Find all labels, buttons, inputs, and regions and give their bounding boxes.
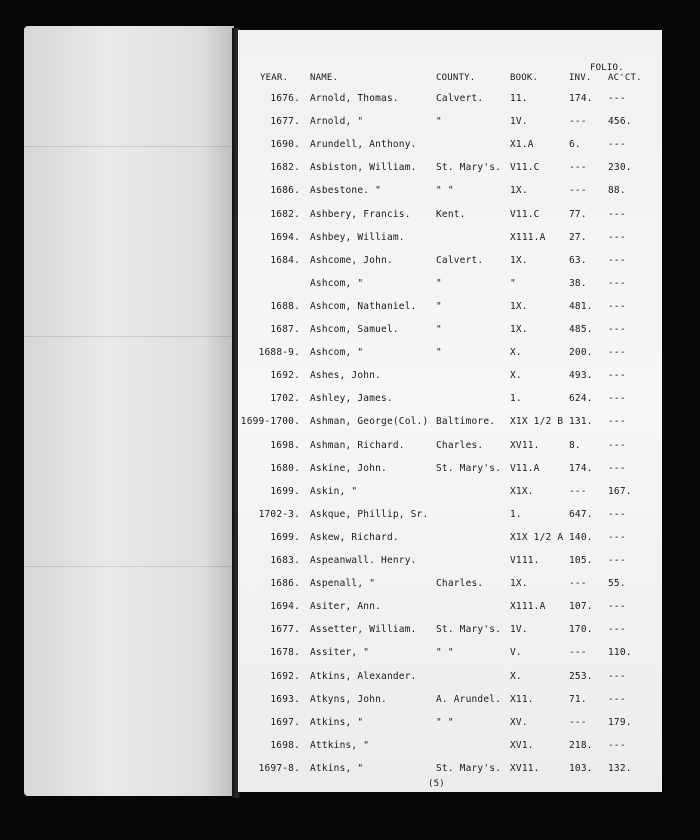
cell-name: Arundell, Anthony. — [310, 139, 417, 151]
cell-year: 1693. — [270, 693, 300, 705]
cell-book: X. — [510, 347, 522, 359]
cell-name: Arnold, Thomas. — [310, 93, 399, 104]
table-row — [238, 578, 662, 596]
page-smudge — [24, 566, 234, 567]
cell-acct: 167. — [608, 485, 632, 497]
table-row — [238, 255, 662, 273]
cell-year: 1699-1700. — [240, 416, 300, 428]
cell-book: XV. — [510, 716, 528, 728]
cell-year: 1694. — [270, 231, 300, 243]
table-row — [238, 162, 662, 180]
cell-acct: 179. — [608, 716, 632, 728]
cell-county: Calvert. — [436, 254, 484, 266]
cell-book: V111. — [510, 555, 540, 566]
ledger-page — [238, 30, 662, 792]
cell-name: Ashcom, " — [310, 277, 364, 289]
cell-county: " — [436, 300, 442, 312]
cell-name: Askin, " — [310, 485, 358, 497]
cell-name: Ashcome, John. — [310, 254, 393, 266]
cell-year: 1686. — [270, 185, 300, 197]
cell-county: Kent. — [436, 208, 466, 220]
cell-inv: 103. — [569, 762, 593, 774]
cell-inv: 105. — [569, 555, 593, 566]
cell-acct: 110. — [608, 647, 632, 659]
cell-book: 1V. — [510, 116, 528, 128]
cell-name: Asbestone. " — [310, 185, 382, 197]
cell-year: 1682. — [270, 208, 300, 220]
cell-acct: --- — [608, 601, 626, 613]
table-row — [238, 624, 662, 642]
cell-name: Atkyns, John. — [310, 693, 387, 705]
left-page-blank — [24, 26, 234, 796]
table-row — [238, 209, 662, 227]
cell-inv: 27. — [569, 231, 587, 243]
table-row — [238, 116, 662, 134]
cell-inv: 63. — [569, 254, 587, 266]
cell-year: 1677. — [270, 116, 300, 128]
cell-year: 1688. — [270, 300, 300, 312]
cell-book: 1X. — [510, 300, 528, 312]
table-row — [238, 393, 662, 411]
cell-inv: 140. — [569, 531, 593, 543]
cell-book: X111.A — [510, 601, 546, 613]
cell-inv: --- — [569, 485, 587, 497]
table-row — [238, 555, 662, 573]
cell-acct: --- — [608, 93, 626, 104]
cell-year: 1688-9. — [258, 347, 300, 359]
table-row — [238, 301, 662, 319]
cell-inv: 6. — [569, 139, 581, 151]
cell-book: XV1. — [510, 739, 534, 751]
header-name: NAME. — [310, 73, 339, 83]
cell-year: 1698. — [270, 439, 300, 451]
cell-name: Assiter, " — [310, 647, 370, 659]
cell-acct: --- — [608, 531, 626, 543]
header-book: BOOK. — [510, 73, 539, 83]
cell-name: Arnold, " — [310, 116, 364, 128]
cell-acct: --- — [608, 370, 626, 382]
cell-inv: 8. — [569, 439, 581, 451]
cell-acct: --- — [608, 508, 626, 520]
cell-inv: 131. — [569, 416, 593, 428]
cell-county: Calvert. — [436, 93, 484, 104]
cell-book: V. — [510, 647, 522, 659]
cell-acct: --- — [608, 462, 626, 474]
table-row — [238, 694, 662, 712]
cell-inv: 647. — [569, 508, 593, 520]
cell-inv: 253. — [569, 670, 593, 682]
cell-inv: 38. — [569, 277, 587, 289]
cell-county: Baltimore. — [436, 416, 496, 428]
cell-book: XV11. — [510, 762, 540, 774]
cell-year: 1697-8. — [258, 762, 300, 774]
cell-name: Ashley, James. — [310, 393, 393, 405]
cell-name: Attkins, " — [310, 739, 370, 751]
cell-year: 1692. — [270, 670, 300, 682]
page-smudge — [24, 146, 234, 147]
cell-inv: --- — [569, 716, 587, 728]
cell-year: 1702-3. — [258, 508, 300, 520]
cell-inv: 493. — [569, 370, 593, 382]
cell-county: " — [436, 347, 442, 359]
cell-acct: --- — [608, 139, 626, 151]
cell-acct: --- — [608, 254, 626, 266]
cell-year: 1686. — [270, 578, 300, 590]
table-row — [238, 278, 662, 296]
cell-book: X1X 1/2 B — [510, 416, 564, 428]
cell-acct: --- — [608, 693, 626, 705]
cell-inv: --- — [569, 578, 587, 590]
cell-acct: --- — [608, 208, 626, 220]
cell-acct: --- — [608, 300, 626, 312]
table-row — [238, 370, 662, 388]
cell-acct: --- — [608, 393, 626, 405]
page-number: (5) — [428, 779, 445, 789]
cell-book: V11.C — [510, 162, 540, 174]
cell-acct: --- — [608, 739, 626, 751]
cell-acct: --- — [608, 347, 626, 359]
cell-inv: 174. — [569, 93, 593, 104]
cell-book: 11. — [510, 93, 528, 104]
cell-book: 1X. — [510, 185, 528, 197]
cell-year: 1684. — [270, 254, 300, 266]
page-smudge — [24, 336, 234, 337]
cell-book: XV11. — [510, 439, 540, 451]
header-county: COUNTY. — [436, 73, 476, 83]
cell-year: 1699. — [270, 485, 300, 497]
cell-book: 1V. — [510, 624, 528, 636]
cell-name: Ashman, George(Col.) — [310, 416, 429, 428]
cell-inv: 71. — [569, 693, 587, 705]
cell-year: 1692. — [270, 370, 300, 382]
cell-inv: --- — [569, 162, 587, 174]
cell-name: Atkins, " — [310, 762, 364, 774]
cell-name: Atkins, Alexander. — [310, 670, 417, 682]
cell-county: " " — [436, 185, 454, 197]
cell-year: 1698. — [270, 739, 300, 751]
cell-name: Aspeanwall. Henry. — [310, 555, 417, 566]
cell-book: 1X. — [510, 324, 528, 335]
cell-name: Ashbey, William. — [310, 231, 405, 243]
table-row — [238, 139, 662, 157]
table-row — [238, 717, 662, 735]
cell-acct: --- — [608, 670, 626, 682]
cell-county: St. Mary's. — [436, 462, 502, 474]
cell-inv: --- — [569, 116, 587, 128]
cell-county: St. Mary's. — [436, 762, 502, 774]
cell-name: Assetter, William. — [310, 624, 417, 636]
cell-book: V11.A — [510, 462, 540, 474]
cell-name: Ashcom, Nathaniel. — [310, 300, 417, 312]
cell-county: " " — [436, 647, 454, 659]
table-row — [238, 324, 662, 342]
cell-acct: 55. — [608, 578, 626, 590]
table-row — [238, 440, 662, 458]
table-row — [238, 185, 662, 203]
cell-county: Charles. — [436, 439, 484, 451]
cell-county: St. Mary's. — [436, 624, 502, 636]
cell-book: 1. — [510, 393, 522, 405]
cell-acct: 88. — [608, 185, 626, 197]
table-row — [238, 647, 662, 665]
header-acct: AC'CT. — [608, 73, 642, 83]
header-inv: INV. — [569, 73, 592, 83]
cell-inv: 170. — [569, 624, 593, 636]
cell-acct: 230. — [608, 162, 632, 174]
cell-year: 1678. — [270, 647, 300, 659]
table-row — [238, 416, 662, 434]
cell-inv: 174. — [569, 462, 593, 474]
cell-year: 1687. — [270, 324, 300, 335]
cell-county: " — [436, 277, 442, 289]
cell-name: Ashcom, " — [310, 347, 364, 359]
header-year: YEAR. — [260, 73, 289, 83]
cell-acct: --- — [608, 555, 626, 566]
cell-county: Charles. — [436, 578, 484, 590]
cell-book: X. — [510, 670, 522, 682]
cell-acct: --- — [608, 416, 626, 428]
cell-inv: 624. — [569, 393, 593, 405]
cell-inv: --- — [569, 647, 587, 659]
cell-year: 1697. — [270, 716, 300, 728]
cell-inv: --- — [569, 185, 587, 197]
cell-year: 1702. — [270, 393, 300, 405]
cell-name: Asiter, Ann. — [310, 601, 382, 613]
cell-name: Askque, Phillip, Sr. — [310, 508, 429, 520]
folio-heading: FOLIO. — [590, 63, 624, 73]
table-row — [238, 463, 662, 481]
table-row — [238, 601, 662, 619]
cell-year: 1683. — [270, 555, 300, 566]
cell-year: 1680. — [270, 462, 300, 474]
table-row — [238, 486, 662, 504]
cell-year: 1676. — [270, 93, 300, 104]
cell-acct: --- — [608, 231, 626, 243]
cell-name: Askew, Richard. — [310, 531, 399, 543]
cell-year: 1682. — [270, 162, 300, 174]
cell-book: X1X. — [510, 485, 534, 497]
cell-county: " — [436, 324, 442, 335]
cell-inv: 485. — [569, 324, 593, 335]
cell-inv: 107. — [569, 601, 593, 613]
cell-book: 1X. — [510, 254, 528, 266]
cell-inv: 218. — [569, 739, 593, 751]
table-row — [238, 763, 662, 781]
cell-acct: --- — [608, 439, 626, 451]
cell-book: 1. — [510, 508, 522, 520]
cell-book: X1.A — [510, 139, 534, 151]
cell-year: 1690. — [270, 139, 300, 151]
table-row — [238, 509, 662, 527]
table-row — [238, 232, 662, 250]
table-row — [238, 671, 662, 689]
cell-name: Ashes, John. — [310, 370, 382, 382]
cell-book: X1X 1/2 A — [510, 531, 564, 543]
table-row — [238, 532, 662, 550]
cell-name: Aspenall, " — [310, 578, 376, 590]
cell-county: St. Mary's. — [436, 162, 502, 174]
cell-name: Ashman, Richard. — [310, 439, 405, 451]
cell-book: 1X. — [510, 578, 528, 590]
cell-county: A. Arundel. — [436, 693, 502, 705]
table-row — [238, 347, 662, 365]
cell-name: Askine, John. — [310, 462, 387, 474]
cell-book: X. — [510, 370, 522, 382]
cell-acct: --- — [608, 277, 626, 289]
cell-book: " — [510, 277, 516, 289]
cell-name: Asbiston, William. — [310, 162, 417, 174]
cell-name: Atkins, " — [310, 716, 364, 728]
cell-name: Ashcom, Samuel. — [310, 324, 399, 335]
cell-acct: 456. — [608, 116, 632, 128]
cell-year: 1677. — [270, 624, 300, 636]
cell-inv: 200. — [569, 347, 593, 359]
cell-name: Ashbery, Francis. — [310, 208, 411, 220]
cell-inv: 77. — [569, 208, 587, 220]
table-row — [238, 740, 662, 758]
cell-county: " — [436, 116, 442, 128]
cell-year: 1694. — [270, 601, 300, 613]
cell-book: X11. — [510, 693, 534, 705]
cell-book: X111.A — [510, 231, 546, 243]
cell-acct: --- — [608, 624, 626, 636]
cell-county: " " — [436, 716, 454, 728]
cell-acct: --- — [608, 324, 626, 335]
cell-book: V11.C — [510, 208, 540, 220]
cell-acct: 132. — [608, 762, 632, 774]
cell-year: 1699. — [270, 531, 300, 543]
table-row — [238, 93, 662, 111]
cell-inv: 481. — [569, 300, 593, 312]
